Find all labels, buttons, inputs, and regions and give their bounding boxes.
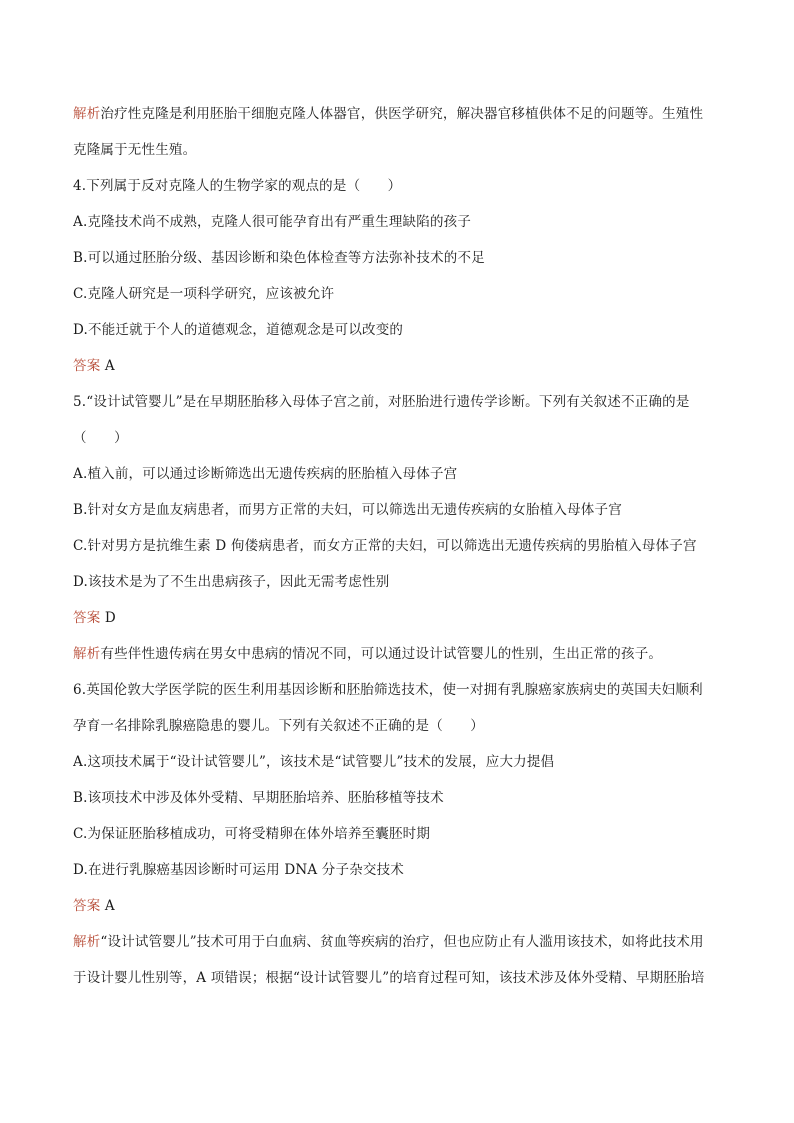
analysis-label: 解析 — [73, 934, 101, 950]
question-4-option-a: A.克隆技术尚不成熟，克隆人很可能孕育出有严重生理缺陷的孩子 — [73, 214, 472, 230]
question-4-stem: 4.下列属于反对克隆人的生物学家的观点的是（ ） — [73, 178, 402, 194]
question-4-option-b: B.可以通过胚胎分级、基因诊断和染色体检查等方法弥补技术的不足 — [73, 250, 485, 266]
answer-value: A — [100, 898, 115, 914]
analysis-text: 治疗性克隆是利用胚胎干细胞克隆人体器官，供医学研究，解决器官移植供体不足的问题等。生殖性 — [100, 106, 704, 122]
answer-value: A — [100, 358, 115, 374]
question-6-stem: 6.英国伦敦大学医学院的医生利用基因诊断和胚胎筛选技术，使一对拥有乳腺癌家族病史的英国夫妇顺利 — [73, 682, 703, 698]
question-5-stem: （ ） — [73, 430, 128, 446]
answer-label: 答案 — [73, 610, 101, 626]
answer-value: D — [100, 610, 116, 626]
analysis-text: 克隆属于无性生殖。 — [73, 142, 197, 158]
analysis-label: 解析 — [73, 106, 101, 122]
answer-label: 答案 — [73, 898, 101, 914]
question-6-answer — [73, 896, 723, 916]
question-4-answer — [73, 356, 723, 376]
analysis-text: “设计试管婴儿”技术可用于白血病、贫血等疾病的治疗，但也应防止有人滥用该技术，如将此技术用 — [100, 934, 704, 950]
question-5-option-a: A.植入前，可以通过诊断筛选出无遗传疾病的胚胎植入母体子宫 — [73, 466, 458, 482]
question-6-analysis — [73, 932, 723, 952]
analysis-text: 有些伴性遗传病在男女中患病的情况不同，可以通过设计试管婴儿的性别，生出正常的孩子。 — [100, 646, 663, 662]
question-6-analysis — [73, 968, 723, 988]
analysis-text: 于设计婴儿性别等，A 项错误；根据“设计试管婴儿”的培育过程可知，该技术涉及体外受精、早期胚胎培 — [73, 970, 705, 986]
question-5-answer — [73, 608, 723, 628]
analysis-line — [73, 140, 723, 160]
question-6-option-b: B.该项技术中涉及体外受精、早期胚胎培养、胚胎移植等技术 — [73, 790, 444, 806]
question-6-option-d: D.在进行乳腺癌基因诊断时可运用 DNA 分子杂交技术 — [73, 862, 405, 878]
question-5-option-b: B.针对女方是血友病患者，而男方正常的夫妇，可以筛选出无遗传疾病的女胎植入母体子宫 — [73, 502, 622, 518]
question-4-option-c: C.克隆人研究是一项科学研究，应该被允许 — [73, 286, 335, 302]
question-5-option-d: D.该技术是为了不生出患病孩子，因此无需考虑性别 — [73, 574, 390, 590]
question-5-stem: 5.“设计试管婴儿”是在早期胚胎移入母体子宫之前，对胚胎进行遗传学诊断。下列有关叙述不正确的是 — [73, 394, 690, 410]
question-5-option-c: C.针对男方是抗维生素 D 佝偻病患者，而女方正常的夫妇，可以筛选出无遗传疾病的男胎植入母体子宫 — [73, 538, 697, 554]
answer-label: 答案 — [73, 358, 101, 374]
question-4-option-d: D.不能迁就于个人的道德观念，道德观念是可以改变的 — [73, 322, 404, 338]
analysis-line — [73, 104, 723, 124]
analysis-label: 解析 — [73, 646, 101, 662]
question-5-analysis — [73, 644, 723, 664]
question-6-option-a: A.这项技术属于“设计试管婴儿”，该技术是“试管婴儿”技术的发展，应大力提倡 — [73, 754, 555, 770]
question-6-stem: 孕育一名排除乳腺癌隐患的婴儿。下列有关叙述不正确的是（ ） — [73, 718, 484, 734]
question-6-option-c: C.为保证胚胎移植成功，可将受精卵在体外培养至囊胚时期 — [73, 826, 431, 842]
